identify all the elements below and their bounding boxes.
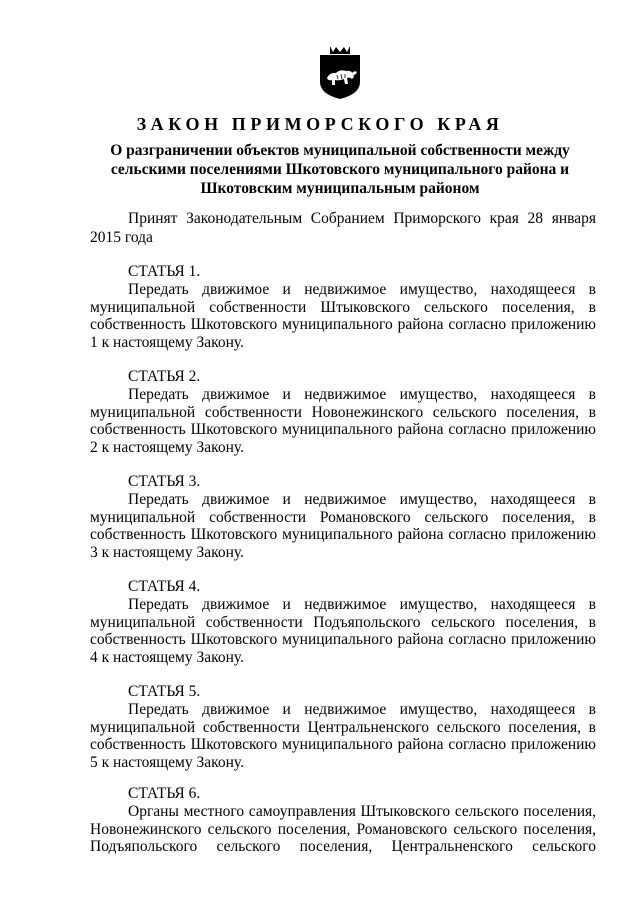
primorsky-krai-coat-of-arms-icon bbox=[316, 44, 364, 100]
article-2 bbox=[90, 367, 596, 456]
article-text: Органы местного самоуправления Штыковского сельского поселения, Новонежинского сельского поселения, Романовского сельского поселения, Подъяпольского сельского поселения, Центральненского сельского bbox=[90, 803, 596, 855]
article-heading: СТАТЬЯ 4. bbox=[128, 578, 201, 595]
article-heading: СТАТЬЯ 3. bbox=[128, 473, 201, 490]
article-text: Передать движимое и недвижимое имущество, находящееся в муниципальной собственности Штыковского сельского поселения, в собственность Шкотовского муниципального района согласно приложению 1 к настоящему Закону. bbox=[90, 281, 596, 351]
article-text: Передать движимое и недвижимое имущество, находящееся в муниципальной собственности Подъяпольского сельского поселения, в собственность Шкотовского муниципального района согласно приложению 4 к настоящему Закону. bbox=[90, 596, 596, 666]
article-heading: СТАТЬЯ 1. bbox=[128, 263, 201, 280]
article-heading: СТАТЬЯ 2. bbox=[128, 368, 201, 385]
adoption-note: Принят Законодательным Собранием Приморского края 28 января 2015 года bbox=[90, 210, 596, 246]
law-subject: О разграничении объектов муниципальной собственности между сельскими поселениями Шкотовского муниципального района и Шкотовским муниципальным районом bbox=[110, 142, 570, 197]
article-5 bbox=[90, 682, 596, 771]
article-1 bbox=[90, 262, 596, 351]
law-title: ЗАКОН ПРИМОРСКОГО КРАЯ bbox=[136, 114, 504, 134]
article-3 bbox=[90, 472, 596, 561]
article-4 bbox=[90, 577, 596, 666]
article-6 bbox=[90, 784, 596, 856]
article-text: Передать движимое и недвижимое имущество, находящееся в муниципальной собственности Новонежинского сельского поселения, в собственность Шкотовского муниципального района согласно приложению 2 к настоящему Закону. bbox=[90, 386, 596, 456]
article-text: Передать движимое и недвижимое имущество, находящееся в муниципальной собственности Центральненского сельского поселения, в собственность Шкотовского муниципального района согласно приложению 5 к настоящему Закону. bbox=[90, 701, 596, 771]
article-text: Передать движимое и недвижимое имущество, находящееся в муниципальной собственности Романовского сельского поселения, в собственность Шкотовского муниципального района согласно приложению 3 к настоящему Закону. bbox=[90, 491, 596, 561]
article-heading: СТАТЬЯ 5. bbox=[128, 683, 201, 700]
article-heading: СТАТЬЯ 6. bbox=[128, 785, 201, 802]
